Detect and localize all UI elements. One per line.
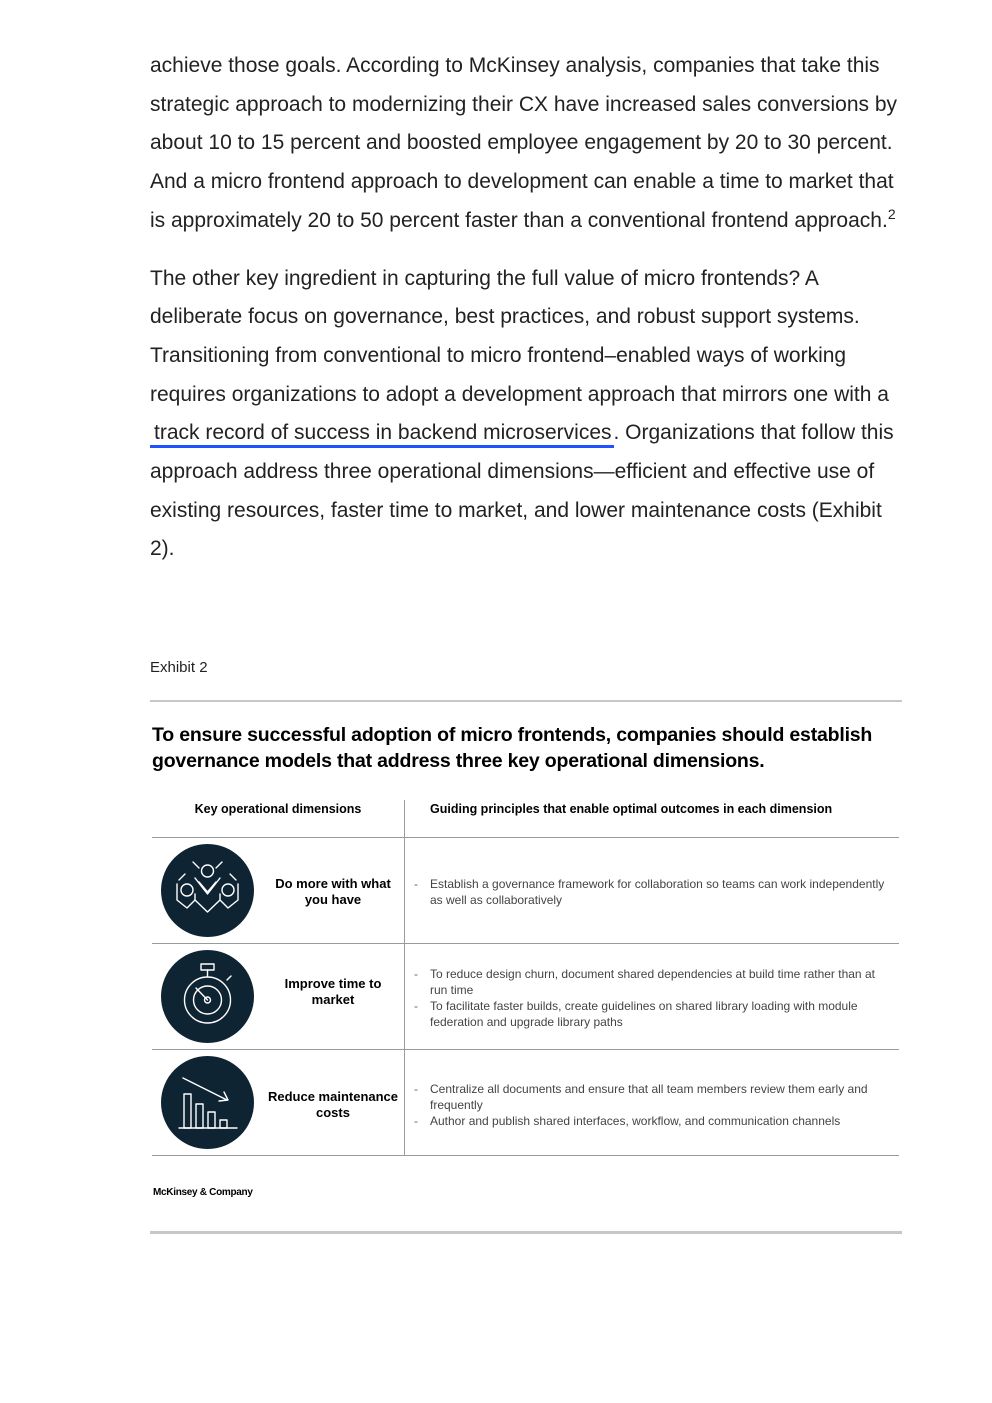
paragraph-2 <box>150 260 910 570</box>
exhibit-top-rule <box>150 700 902 702</box>
exhibit-table <box>152 800 899 1156</box>
paragraph-2-text: The other key ingredient in capturing the full value of micro frontends? A deliberate focus on governance, best practices, and robust support systems. Transitioning from conventional to micro frontend–enabled ways of working requires organizations to adopt a development approach that mirrors one with a <box>150 266 889 406</box>
principles-list <box>414 966 894 1030</box>
col2-header: Guiding principles that enable optimal outcomes in each dimension <box>430 802 833 816</box>
stopwatch-icon <box>161 950 254 1043</box>
backend-microservices-link[interactable]: track record of success in backend microservices <box>150 421 614 448</box>
list-item: - Establish a governance framework for collaboration so teams can work independently as well as collaboratively <box>414 876 894 908</box>
footnote-ref[interactable]: 2 <box>887 205 896 222</box>
exhibit-label: Exhibit 2 <box>150 659 208 676</box>
list-item: - To facilitate faster builds, create guidelines on shared library loading with module federation and upgrade library paths <box>414 998 894 1030</box>
people-collaboration-icon <box>161 844 254 937</box>
dimension-label: Reduce maintenance costs <box>267 1089 399 1120</box>
paragraph-1-text: achieve those goals. According to McKinsey analysis, companies that take this strategic approach to modernizing their CX have increased sales conversions by about 10 to 15 percent and boosted employee engagement by 20 to 30 percent. And a micro frontend approach to development can enable a time to market that is approximately 20 to 50 percent faster than a conventional frontend approach. <box>150 54 898 232</box>
list-item: - Author and publish shared interfaces, workflow, and communication channels <box>414 1113 894 1129</box>
paragraph-2-text-end: . Organizations that follow this approach address three operational dimensions—efficient and effective use of existing resources, faster time to market, and lower maintenance costs (Exhibit 2). <box>150 421 894 561</box>
list-item: - Centralize all documents and ensure that all team members review them early and frequently <box>414 1081 894 1113</box>
paragraph-1 <box>150 47 910 241</box>
principles-list <box>414 876 894 908</box>
principles-list <box>414 1081 894 1129</box>
article-body <box>150 47 910 588</box>
col1-header: Key operational dimensions <box>194 802 362 816</box>
list-item: - To reduce design churn, document shared dependencies at build time rather than at run time <box>414 966 894 998</box>
dimension-label: Improve time to market <box>284 976 382 1007</box>
exhibit-bottom-rule <box>150 1231 902 1234</box>
source-brand: McKinsey & Company <box>153 1187 253 1198</box>
declining-bar-chart-icon <box>161 1056 254 1149</box>
table-row <box>152 838 899 944</box>
table-row <box>152 1050 899 1156</box>
table-row <box>152 944 899 1050</box>
table-header <box>152 800 899 838</box>
exhibit-title: To ensure successful adoption of micro frontends, companies should establish governance models that address three key operational dimensions. <box>152 724 873 772</box>
dimension-label: Do more with what you have <box>275 876 391 907</box>
